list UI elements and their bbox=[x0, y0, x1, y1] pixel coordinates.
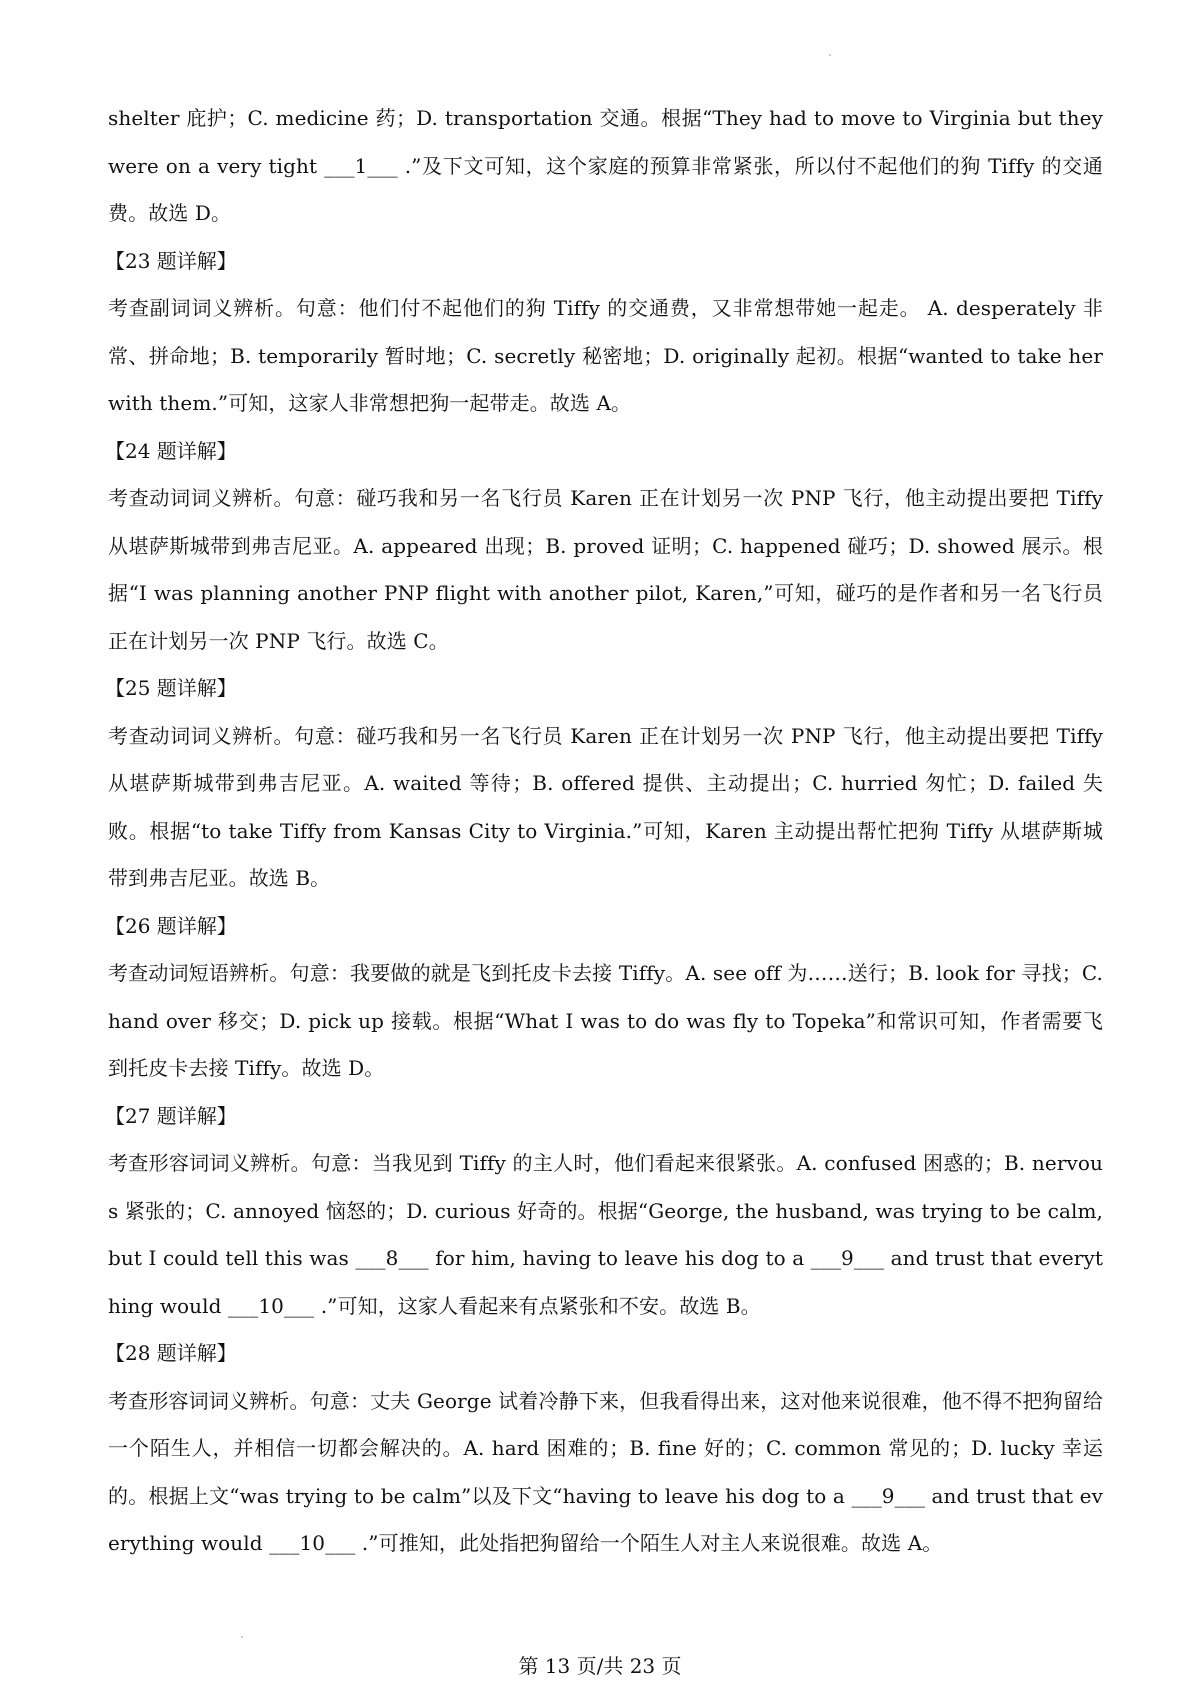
heading-q24: 【24 题详解】 bbox=[105, 438, 237, 463]
paragraph-q26: 考查动词短语辨析。句意：我要做的就是飞到托皮卡去接 Tiffy。A. see off 为……送行；B. look for 寻找；C. hand over 移交；D. pick up 接载。根据“What I was to do was fly to Topeka”和常识可知，作者需要飞到托皮卡去接 Tiffy。故选 D。 bbox=[108, 961, 1103, 1080]
paragraph-q25: 考查动词词义辨析。句意：碰巧我和另一名飞行员 Karen 正在计划另一次 PNP 飞行，他主动提出要把 Tiffy 从堪萨斯城带到弗吉尼亚。A. waited 等待；B. offered 提供、主动提出；C. hurried 匆忙；D. failed 失败。根据“to take Tiffy from Kansas City to Virginia.”可知，Karen 主动提出帮忙把狗 Tiffy 从堪萨斯城带到弗吉尼亚。故选 B。 bbox=[108, 723, 1103, 890]
heading-q26: 【26 题详解】 bbox=[105, 913, 237, 938]
scan-speck bbox=[829, 54, 831, 56]
scan-speck bbox=[241, 1636, 243, 1638]
heading-q27: 【27 题详解】 bbox=[105, 1103, 237, 1128]
paragraph-q27: 考查形容词词义辨析。句意：当我见到 Tiffy 的主人时，他们看起来很紧张。A. confused 困惑的；B. nervous 紧张的；C. annoyed 恼怒的；D. curious 好奇的。根据“George, the husband, was trying to be calm, but I could tell this was ___8___ for him, having to leave his dog to a ___9___ and trust that everything would ___10___ .”可知，这家人看起来有点紧张和不安。故选 B。 bbox=[108, 1151, 1103, 1318]
heading-q23: 【23 题详解】 bbox=[105, 248, 237, 273]
paragraph-q24: 考查动词词义辨析。句意：碰巧我和另一名飞行员 Karen 正在计划另一次 PNP 飞行，他主动提出要把 Tiffy 从堪萨斯城带到弗吉尼亚。A. appeared 出现；B. proved 证明；C. happened 碰巧；D. showed 展示。根据“I was planning another PNP flight with another pilot, Karen,”可知，碰巧的是作者和另一名飞行员正在计划另一次 PNP 飞行。故选 C。 bbox=[108, 486, 1103, 653]
paragraph-q22-continued: shelter 庇护；C. medicine 药；D. transportation 交通。根据“They had to move to Virginia but they were on a very tight ___1___ .”及下文可知，这个家庭的预算非常紧张，所以付不起他们的狗 Tiffy 的交通费。故选 D。 bbox=[108, 106, 1103, 225]
paragraph-q23: 考查副词词义辨析。句意：他们付不起他们的狗 Tiffy 的交通费，又非常想带她一起走。 A. desperately 非常、拼命地；B. temporarily 暂时地；C. secretly 秘密地；D. originally 起初。根据“wanted to take her with them.”可知，这家人非常想把狗一起带走。故选 A。 bbox=[108, 296, 1103, 415]
paragraph-q28: 考查形容词词义辨析。句意：丈夫 George 试着冷静下来，但我看得出来，这对他来说很难，他不得不把狗留给一个陌生人，并相信一切都会解决的。A. hard 困难的；B. fine 好的；C. common 常见的；D. lucky 幸运的。根据上文“was trying to be calm”以及下文“having to leave his dog to a ___9___ and trust that everything would ___10___ .”可推知，此处指把狗留给一个陌生人对主人来说很难。故选 A。 bbox=[108, 1388, 1103, 1555]
heading-q25: 【25 题详解】 bbox=[105, 676, 237, 700]
heading-q28: 【28 题详解】 bbox=[105, 1341, 237, 1365]
page-number-footer: 第 13 页/共 23 页 bbox=[518, 1654, 682, 1678]
document-body bbox=[105, 95, 1103, 1568]
